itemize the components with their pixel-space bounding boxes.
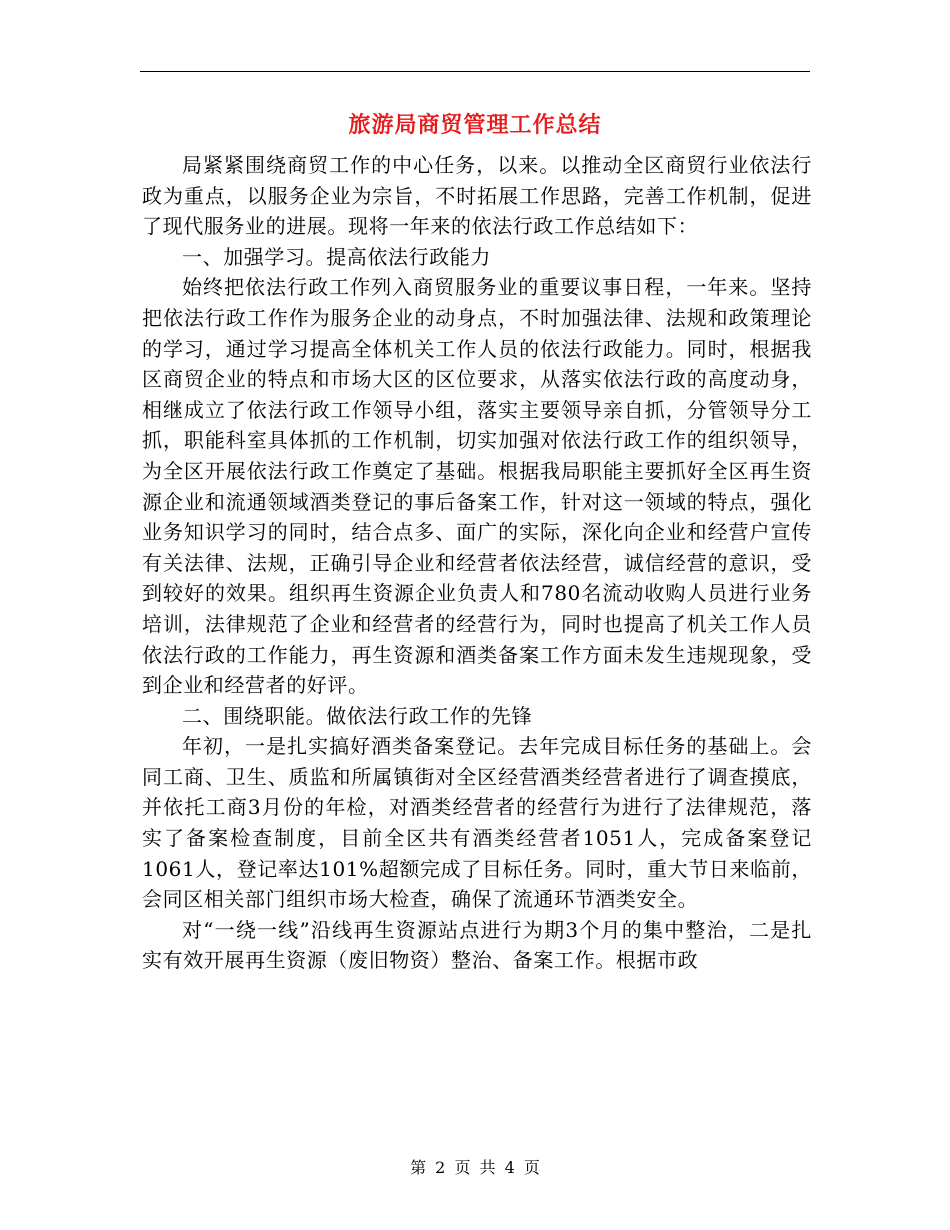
paragraph-section-2: 年初，一是扎实搞好酒类备案登记。去年完成目标任务的基础上。会同工商、卫生、质监和所属镇街对全区经营酒类经营者进行了调查摸底，并依托工商3月份的年检，对酒类经营者的经营行为进行了法律规范，落实了备案检查制度，目前全区共有酒类经营者1051人，完成备案登记1061人，登记率达101%超额完成了目标任务。同时，重大节日来临前，会同区相关部门组织市场大检查，确保了流通环节酒类安全。 [142, 734, 812, 912]
header-rule [140, 71, 810, 72]
section-heading-2: 二、围绕职能。做依法行政工作的先锋 [182, 703, 533, 728]
section-heading-1: 一、加强学习。提高依法行政能力 [182, 244, 491, 269]
document-body [142, 150, 812, 976]
document-title: 旅游局商贸管理工作总结 [348, 112, 602, 138]
paragraph-continued: 对“一绕一线”沿线再生资源站点进行为期3个月的集中整治，二是扎实有效开展再生资源（废旧物资）整治、备案工作。根据市政 [142, 917, 812, 973]
paragraph-intro: 局紧紧围绕商贸工作的中心任务，以来。以推动全区商贸行业依法行政为重点，以服务企业为宗旨，不时拓展工作思路，完善工作机制，促进了现代服务业的进展。现将一年来的依法行政工作总结如下： [142, 153, 812, 239]
paragraph-section-1: 始终把依法行政工作列入商贸服务业的重要议事日程，一年来。坚持把依法行政工作作为服务企业的动身点，不时加强法律、法规和政策理论的学习，通过学习提高全体机关工作人员的依法行政能力。同时，根据我区商贸企业的特点和市场大区的区位要求，从落实依法行政的高度动身，相继成立了依法行政工作领导小组，落实主要领导亲自抓，分管领导分工抓，职能科室具体抓的工作机制，切实加强对依法行政工作的组织领导，为全区开展依法行政工作奠定了基础。根据我局职能主要抓好全区再生资源企业和流通领域酒类登记的事后备案工作，针对这一领域的特点，强化业务知识学习的同时，结合点多、面广的实际，深化向企业和经营户宣传有关法律、法规，正确引导企业和经营者依法经营，诚信经营的意识，受到较好的效果。组织再生资源企业负责人和780名流动收购人员进行业务培训，法律规范了企业和经营者的经营行为，同时也提高了机关工作人员依法行政的工作能力，再生资源和酒类备案工作方面未发生违规现象，受到企业和经营者的好评。 [142, 275, 812, 698]
page-number: 第 2 页 共 4 页 [410, 1158, 540, 1177]
